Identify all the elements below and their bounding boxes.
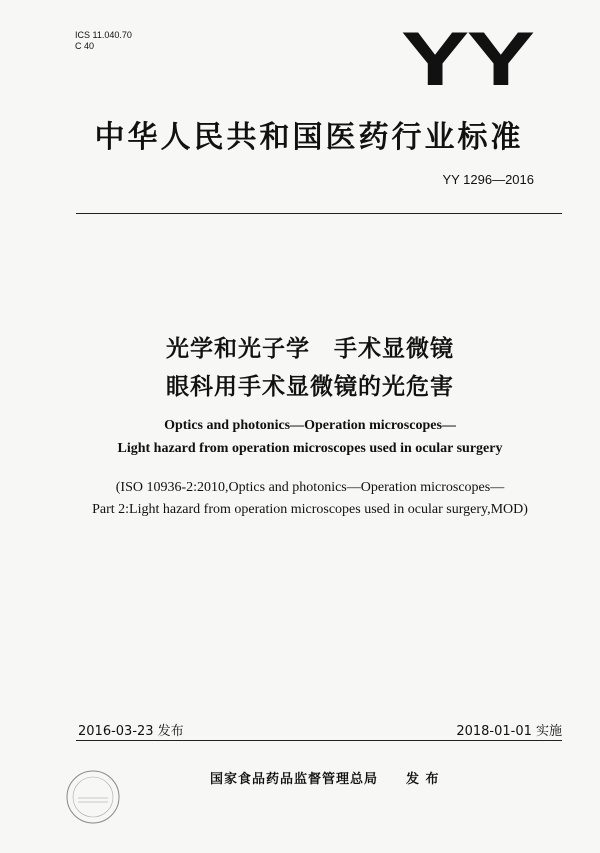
issuer [210,768,440,787]
yy-logo: YY [400,17,532,102]
stamp-seal [64,768,122,826]
chinese-title-line-1: 光学和光子学 手术显微镜 [166,336,454,362]
standard-title: 中华人民共和国医药行业标准 [94,120,524,155]
standard-number: YY 1296—2016 [442,172,534,187]
implementation-date: 2018-01-01 实施 [456,724,562,739]
chinese-title-line-2: 眼科用手术显微镜的光危害 [166,374,454,400]
issuer-name: 国家食品药品监督管理总局 [210,772,379,787]
iso-reference-line-1: (ISO 10936-2:2010,Optics and photonics—Operation microscopes— [115,480,505,495]
english-title-line-1: Optics and photonics—Operation microscopes— [164,418,456,433]
issue-date: 2016-03-23 发布 [78,724,184,739]
ics-code: ICS 11.040.70 [75,30,132,40]
iso-reference-line-2: Part 2:Light hazard from operation microscopes used in ocular surgery,MOD) [92,502,528,517]
english-title-line-2: Light hazard from operation microscopes used in ocular surgery [117,441,503,456]
top-divider [76,213,562,214]
ccs-code: C 40 [75,41,95,51]
bottom-divider [76,740,562,741]
issuer-verb: 发 布 [406,772,440,787]
chinese-title [0,330,600,406]
iso-reference [0,477,600,521]
english-title [0,414,600,460]
